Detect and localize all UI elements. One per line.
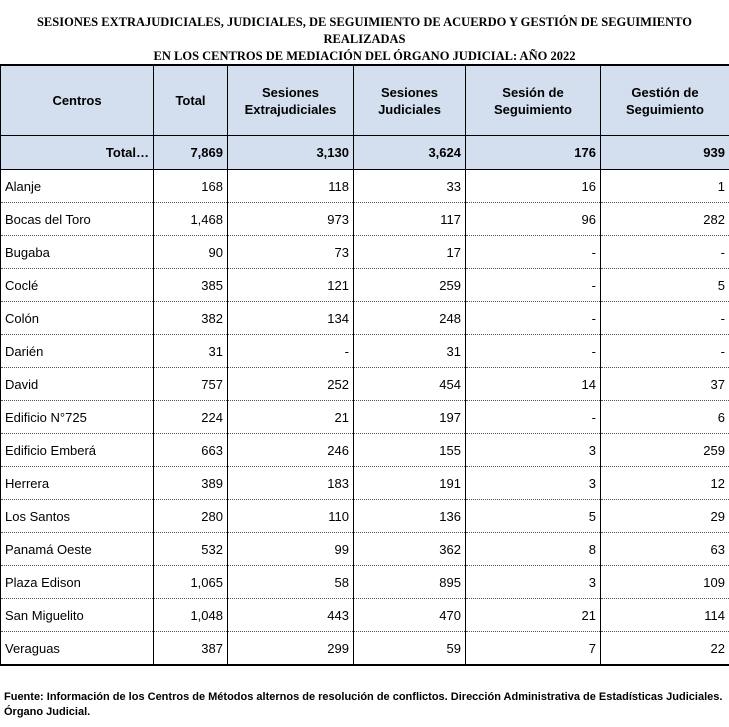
table-cell: 134 [228, 302, 354, 335]
table-cell: - [466, 335, 601, 368]
table-row [1, 467, 729, 500]
table-row [1, 236, 729, 269]
table-row [1, 368, 729, 401]
table-cell: 895 [354, 566, 466, 599]
centro-name: San Miguelito [1, 599, 154, 632]
table-cell: 454 [354, 368, 466, 401]
table-row [1, 632, 729, 666]
table-cell: 259 [601, 434, 729, 467]
title-line-1: SESIONES EXTRAJUDICIALES, JUDICIALES, DE SEGUIMIENTO DE ACUERDO Y GESTIÓN DE SEGUIMIENTO REALIZADAS [36, 15, 693, 46]
table-cell: 3 [466, 566, 601, 599]
table-cell: - [228, 335, 354, 368]
centro-name: Darién [1, 335, 154, 368]
table-cell: 6 [601, 401, 729, 434]
table-cell: 21 [466, 599, 601, 632]
table-cell: 5 [466, 500, 601, 533]
table-row [1, 500, 729, 533]
table-cell: 110 [228, 500, 354, 533]
table-cell: 663 [154, 434, 228, 467]
table-cell: 96 [466, 203, 601, 236]
table-row [1, 566, 729, 599]
centro-name: Alanje [1, 170, 154, 203]
table-cell: - [601, 335, 729, 368]
table-row [1, 599, 729, 632]
table-cell: 532 [154, 533, 228, 566]
table-row [1, 302, 729, 335]
table-cell: 3 [466, 434, 601, 467]
header-sesiones-judiciales: Sesiones Judiciales [354, 65, 466, 136]
table-cell: 121 [228, 269, 354, 302]
table-cell: 90 [154, 236, 228, 269]
table-cell: 1,048 [154, 599, 228, 632]
header-row [1, 65, 729, 136]
table-cell: 16 [466, 170, 601, 203]
table-cell: 17 [354, 236, 466, 269]
header-sesion-seguimiento: Sesión de Seguimiento [466, 65, 601, 136]
table-row [1, 401, 729, 434]
total-label: Total… [1, 136, 154, 170]
table-cell: 73 [228, 236, 354, 269]
table-cell: 282 [601, 203, 729, 236]
centro-name: Colón [1, 302, 154, 335]
table-cell: 259 [354, 269, 466, 302]
table-cell: 31 [354, 335, 466, 368]
table-cell: 252 [228, 368, 354, 401]
title-line-2: EN LOS CENTROS DE MEDIACIÓN DEL ÓRGANO JUDICIAL: AÑO 2022 [153, 49, 576, 63]
table-row [1, 335, 729, 368]
table-cell: 443 [228, 599, 354, 632]
table-cell: 1,065 [154, 566, 228, 599]
table-cell: 248 [354, 302, 466, 335]
centro-name: David [1, 368, 154, 401]
centro-name: Plaza Edison [1, 566, 154, 599]
total-cell: 3,130 [228, 136, 354, 170]
table-cell: 117 [354, 203, 466, 236]
table-cell: 99 [228, 533, 354, 566]
centro-name: Panamá Oeste [1, 533, 154, 566]
table-row [1, 170, 729, 203]
table-cell: 973 [228, 203, 354, 236]
table-cell: 21 [228, 401, 354, 434]
table-row [1, 203, 729, 236]
table-row [1, 533, 729, 566]
centro-name: Edificio Emberá [1, 434, 154, 467]
table-cell: 1 [601, 170, 729, 203]
table-cell: - [466, 401, 601, 434]
table-title [0, 14, 729, 65]
table-cell: 757 [154, 368, 228, 401]
statistics-table [0, 64, 729, 666]
header-gestion-seguimiento: Gestión de Seguimiento [601, 65, 729, 136]
table-cell: 470 [354, 599, 466, 632]
table-cell: - [601, 302, 729, 335]
header-total: Total [154, 65, 228, 136]
table-row [1, 269, 729, 302]
centro-name: Bugaba [1, 236, 154, 269]
source-note: Fuente: Información de los Centros de Métodos alternos de resolución de conflictos. Dirección Administrativa de Estadísticas Judiciales. Órgano Judicial. [4, 691, 723, 718]
table-cell: 136 [354, 500, 466, 533]
table-cell: 299 [228, 632, 354, 666]
table-cell: 387 [154, 632, 228, 666]
table-cell: 12 [601, 467, 729, 500]
table-cell: 59 [354, 632, 466, 666]
table-cell: 14 [466, 368, 601, 401]
table-cell: 29 [601, 500, 729, 533]
centro-name: Los Santos [1, 500, 154, 533]
centro-name: Herrera [1, 467, 154, 500]
table-cell: 280 [154, 500, 228, 533]
header-sesiones-extrajudiciales: Sesiones Extrajudiciales [228, 65, 354, 136]
table-row [1, 434, 729, 467]
table-cell: 22 [601, 632, 729, 666]
header-centros: Centros [1, 65, 154, 136]
table-cell: 1,468 [154, 203, 228, 236]
table-cell: 191 [354, 467, 466, 500]
table-cell: 37 [601, 368, 729, 401]
total-cell: 939 [601, 136, 729, 170]
table-cell: - [466, 236, 601, 269]
centro-name: Edificio N°725 [1, 401, 154, 434]
centro-name: Coclé [1, 269, 154, 302]
table-cell: 168 [154, 170, 228, 203]
table-cell: 385 [154, 269, 228, 302]
table-cell: 58 [228, 566, 354, 599]
table-cell: 224 [154, 401, 228, 434]
table-cell: 33 [354, 170, 466, 203]
table-cell: 118 [228, 170, 354, 203]
total-cell: 3,624 [354, 136, 466, 170]
total-row [1, 136, 729, 170]
table-cell: 63 [601, 533, 729, 566]
table-cell: 5 [601, 269, 729, 302]
table-cell: 155 [354, 434, 466, 467]
total-cell: 7,869 [154, 136, 228, 170]
table-cell: 7 [466, 632, 601, 666]
table-cell: 3 [466, 467, 601, 500]
table-cell: 8 [466, 533, 601, 566]
table-cell: 183 [228, 467, 354, 500]
table-cell: 362 [354, 533, 466, 566]
table-cell: - [601, 236, 729, 269]
table-cell: 246 [228, 434, 354, 467]
centro-name: Veraguas [1, 632, 154, 666]
table-cell: 197 [354, 401, 466, 434]
table-cell: 389 [154, 467, 228, 500]
total-cell: 176 [466, 136, 601, 170]
table-cell: 114 [601, 599, 729, 632]
table-cell: 382 [154, 302, 228, 335]
table-cell: 31 [154, 335, 228, 368]
table-cell: - [466, 302, 601, 335]
table-cell: - [466, 269, 601, 302]
table-cell: 109 [601, 566, 729, 599]
centro-name: Bocas del Toro [1, 203, 154, 236]
